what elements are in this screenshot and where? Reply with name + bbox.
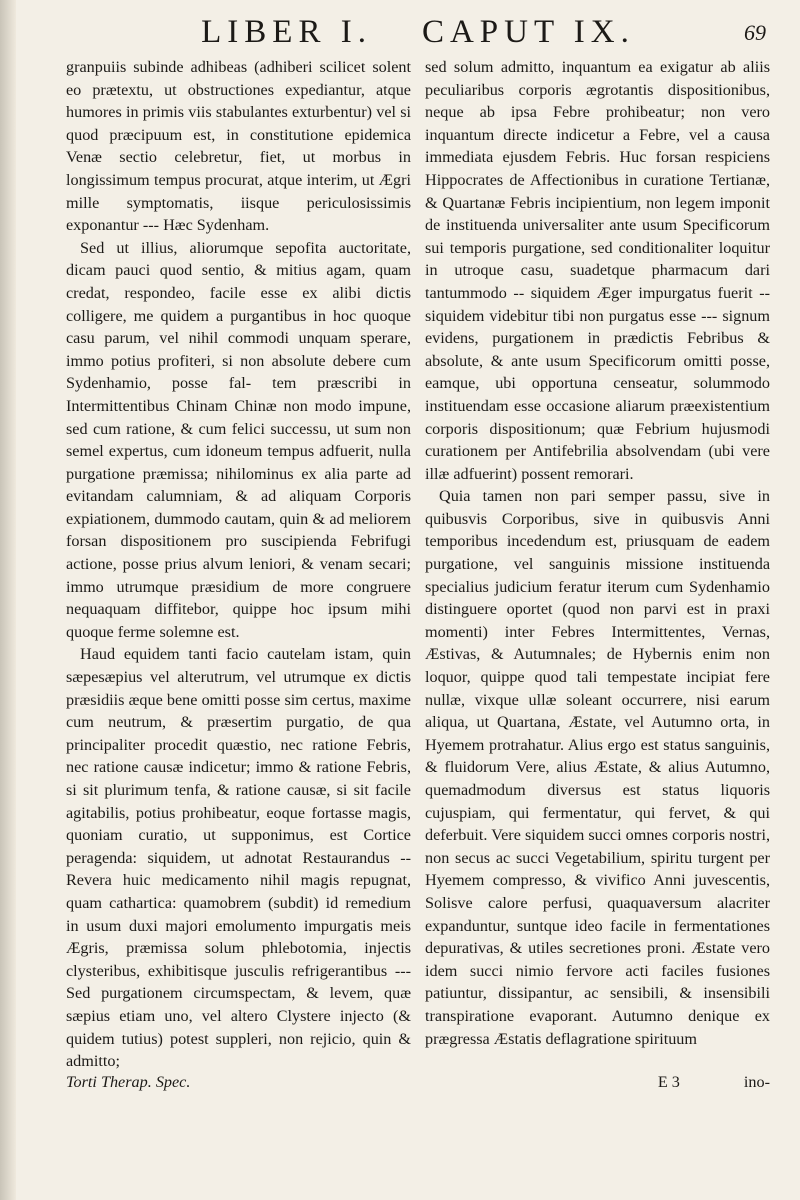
page-number: 69	[744, 20, 766, 45]
right-paragraph-2: Quia tamen non pari semper passu, sive in quibusvis Corporibus, sive in quibusvis Anni temporibus incedendum est, priusquam de eadem purgatione, vel sanguinis missione instituenda specialius judicium feratur iterum cum Sydenhamio distinguere oportet (quod non parvi est in praxi momenti) inter Febres Intermittentes, Vernas, Æstivas, & Autumnales; de Hybernis enim non loquor, quippe quod tali tempestate incipiat fere nullæ, vixque ullæ soleant occurrere, nisi earum aliqua, ut Quartana, Æstate, vel Autumno orta, in Hyemem protrahatur. Alius ergo est status sanguinis, & fluidorum Vere, alius Æstate, & alius Autumno, quemadmodum diversus est status liquoris cujuspiam, qui fermentatur, qui fervet, & qui deferbuit. Vere siquidem succi omnes corporis nostri, non secus ac succi Vegetabilium, spiritu turgent per Hyemem compresso, & vivifico Anni juvescentis, Solisve calore perfusi, quaquaversum alacriter expanduntur, suntque ideo facile in fermentationes depurativas, & utiles secretiones proni. Æstate vero idem succi nimio fervore acti faciles fusiones patiuntur, dissipantur, ac sensibili, & insensibili transpiratione evaporant. Autumno denique ex prægressa Æstatis deflagratione spirituum	[425, 487, 770, 1048]
binding-gutter	[0, 0, 16, 1200]
book-label: LIBER I.	[201, 14, 372, 50]
left-paragraph-1: granpuiis subinde adhibeas (adhiberi scilicet solent eo prætextu, ut obstructiones expediantur, atque humores in primis viis stabulantes exturbentur) vel si quod præcipuum est, in constitutione epidemica Venæ sectio celebretur, fiet, ut morbus in longissimum tempus procurat, atque interim, ut Ægri mille symptomatis, iisque periculosissimis exponantur --- Hæc Sydenham.	[66, 58, 411, 235]
right-column	[425, 56, 770, 1073]
footer-right	[418, 1073, 770, 1092]
signature-mark: E 3	[657, 1072, 680, 1091]
catchword: ino-	[743, 1072, 770, 1091]
catchline: Torti Therap. Spec.	[66, 1072, 191, 1091]
text-columns	[66, 56, 770, 1073]
running-header	[66, 14, 770, 54]
right-paragraph-1: sed solum admitto, inquantum ea exigatur ab aliis peculiaribus corporis ægrotantis dispositionibus, neque ab ipsa Febre prohibeatur; non vero inquantum directe indicetur a Febre, vel a causa immediata ejusdem Febris. Huc forsan respiciens Hippocrates de Affectionibus in curatione Tertianæ, & Quartanæ Febris incipientium, non legem imponit de instituenda universaliter ante usum Specificorum sui temporis purgatione, sed conditionaliter loquitur in utroque casu, suadetque pharmacum dari tantummodo -- siquidem Æger impurgatus fuerit -- siquidem videbitur tibi non purgatus esse --- signum evidens, purgationem in prædictis Febribus & absolute, & ante usum Specificorum omitti posse, eamque, ubi opportuna censeatur, solummodo instituendam esse occasione aliarum præexistentium corporis dispositionum; quæ Febrium hujusmodi curationem per Antifebrilia absolvendam (ubi vere illæ adfuerint) possent remorari.	[425, 58, 770, 483]
left-column	[66, 56, 411, 1073]
page-footer	[66, 1073, 770, 1092]
left-paragraph-2: Sed ut illius, aliorumque sepofita auctoritate, dicam pauci quod sentio, & mitius agam, quam credat, respondeo, facile esse ex alibi dictis colligere, me quidem a purgantibus in hoc quoque casu parum, vel nihil commodi unquam sperare, immo potius profiteri, si non absolute debere cum Sydenhamio, posse fal- tem præscribi in Intermittentibus Chinam Chinæ non modo impune, sed cum ratione, & cum felici successu, ut sum non semel expertus, cum idoneum tempus adfuerit, nulla purgatione præmissa; nihilominus ex alia parte ad evitandam calumniam, & ad aliquam Corporis expiationem, dummodo cautam, quin & ad meliorem forsan dispositionem pro suscipienda Febrifugi actione, posse prius alvum leniori, & venam secari; immo utrumque præsidium de more congruere nequaquam diffitebor, quippe hoc ipsum mihi quoque ferme solemne est.	[66, 238, 411, 641]
chapter-label: CAPUT IX.	[421, 14, 635, 50]
left-paragraph-3: Haud equidem tanti facio cautelam istam, quin sæpesæpius vel alterutrum, vel utrumque ex dictis præsidiis æque bene omitti posse sim certus, maxime cum neutrum, & præsertim purgatio, de qua principaliter procedit quæstio, nec ratione Febris, nec ratione causæ indicetur; immo & ratione Febris, si sit plurimum tenfa, & ratione causæ, si sit facile agitabilis, potius prohibeatur, eoque fortasse magis, quoniam curatio, ut supponimus, est Cortice peragenda: siquidem, ut adnotat Restaurandus -- Revera huic medicamento nihil magis repugnat, quam cathartica: quamobrem (subdit) id remedium in usum duxi majori emolumento impurgatis meis Ægris, præmissa solum phlebotomia, injectis clysteribus, exhibitisque jusculis refrigerantibus --- Sed purgationem circumspectam, & levem, quæ sæpius etiam uno, vel altero Clystere injecto (& quidem tutius) potest suppleri, non rejicio, quin & admitto;	[66, 645, 411, 1071]
